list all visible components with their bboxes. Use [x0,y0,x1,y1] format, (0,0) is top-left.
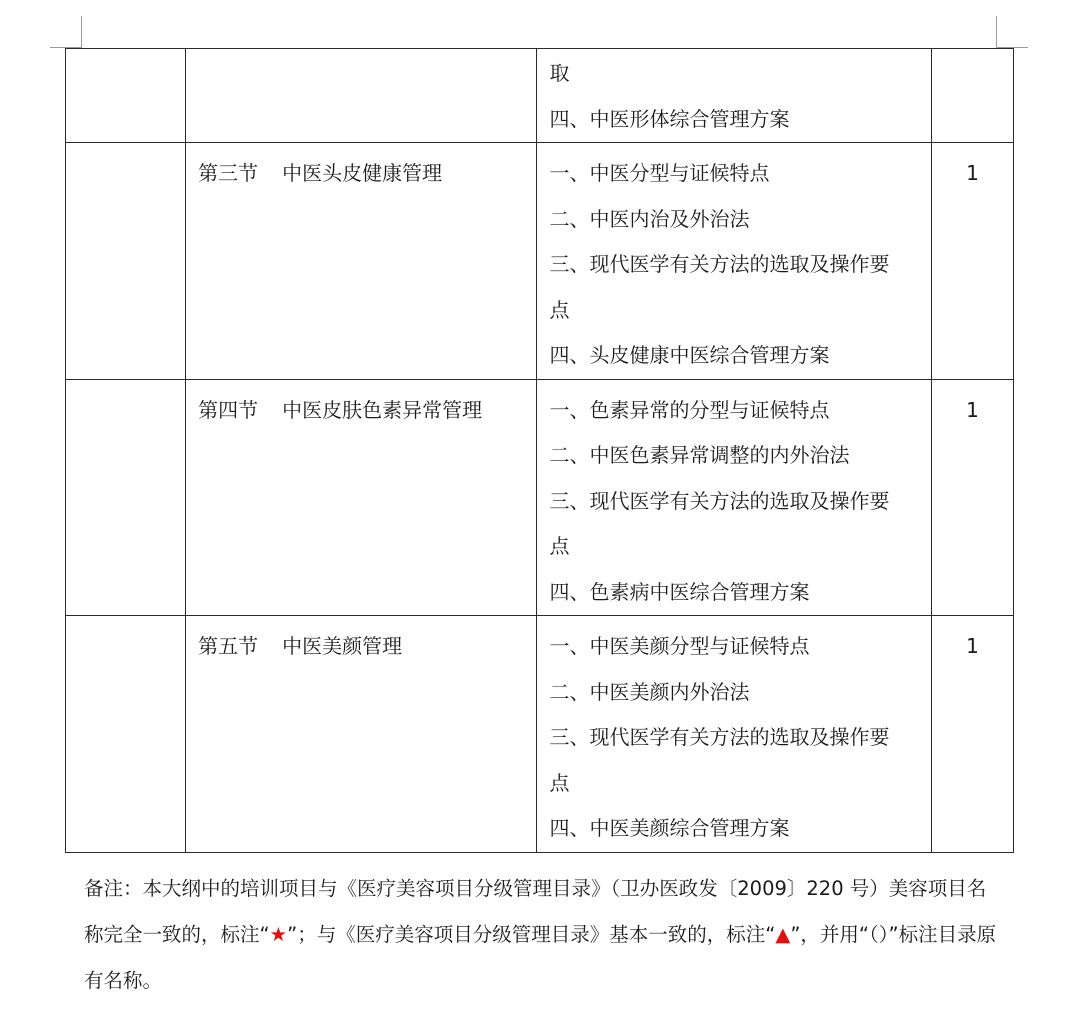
content-item: 取 [549,61,570,85]
content-item: 二、中医内治及外治法 [549,206,750,231]
content-item: 三、现代医学有关方法的选取及操作要 [549,488,890,513]
content-item: 点 [549,534,570,558]
content-cell [537,379,931,616]
content-item: 点 [549,770,570,795]
content-item: 二、中医色素异常调整的内外治法 [549,443,850,467]
content-item: 点 [549,297,570,322]
content-item: 一、中医分型与证候特点 [549,161,770,185]
footnote-text-2: ”；与《医疗美容项目分级管理目录》基本一致的，标注“ [287,923,776,946]
table-row-continuation [66,49,1014,143]
table-row-section-3 [66,143,1014,380]
content-item: 四、中医形体综合管理方案 [549,106,790,131]
content-cell [537,49,931,143]
hours-cell [931,616,1013,853]
content-item: 四、中医美颜综合管理方案 [549,816,790,840]
section-number: 第三节 [198,161,259,185]
section-number: 第四节 [198,397,259,422]
syllabus-table [65,48,1014,853]
footnote-text-1: 备注：本大纲中的培训项目与《医疗美容项目分级管理目录》（卫办医政发〔2009〕220 号）美容项目名称完全一致的，标注“ [84,877,987,946]
crop-mark-right-vertical [996,16,997,48]
content-item: 四、头皮健康中医综合管理方案 [549,343,830,367]
footnote-text-3: ”，并用“（）”标注目录原有名称。 [84,923,997,992]
chapter-cell [66,143,186,380]
chapter-cell [66,49,186,143]
section-name: 中医美颜管理 [282,634,403,658]
hours-cell [931,49,1013,143]
section-name: 中医头皮健康管理 [282,161,443,185]
hours-cell [931,143,1013,380]
footnote [84,866,1004,1004]
chapter-cell [66,616,186,853]
content-item: 一、中医美颜分型与证候特点 [549,634,810,658]
table-row-section-5 [66,616,1014,853]
hours-value: 1 [966,397,979,422]
content-item: 三、现代医学有关方法的选取及操作要 [549,725,890,749]
star-marker-icon: ★ [269,923,288,946]
chapter-cell [66,379,186,616]
hours-value: 1 [966,634,979,658]
section-cell [186,379,537,616]
section-number: 第五节 [198,634,259,658]
content-item: 三、现代医学有关方法的选取及操作要 [549,252,890,276]
content-item: 二、中医美颜内外治法 [549,679,750,704]
content-cell [537,616,931,853]
section-cell [186,616,537,853]
content-cell [537,143,931,380]
section-cell [186,143,537,380]
crop-mark-left-vertical [81,16,82,48]
hours-cell [931,379,1013,616]
content-item: 四、色素病中医综合管理方案 [549,579,810,604]
table-row-section-4 [66,379,1014,616]
triangle-marker-icon: ▲ [775,923,791,946]
section-name: 中医皮肤色素异常管理 [282,397,483,422]
section-cell [186,49,537,143]
hours-value: 1 [966,161,979,185]
content-item: 一、色素异常的分型与证候特点 [549,397,830,422]
